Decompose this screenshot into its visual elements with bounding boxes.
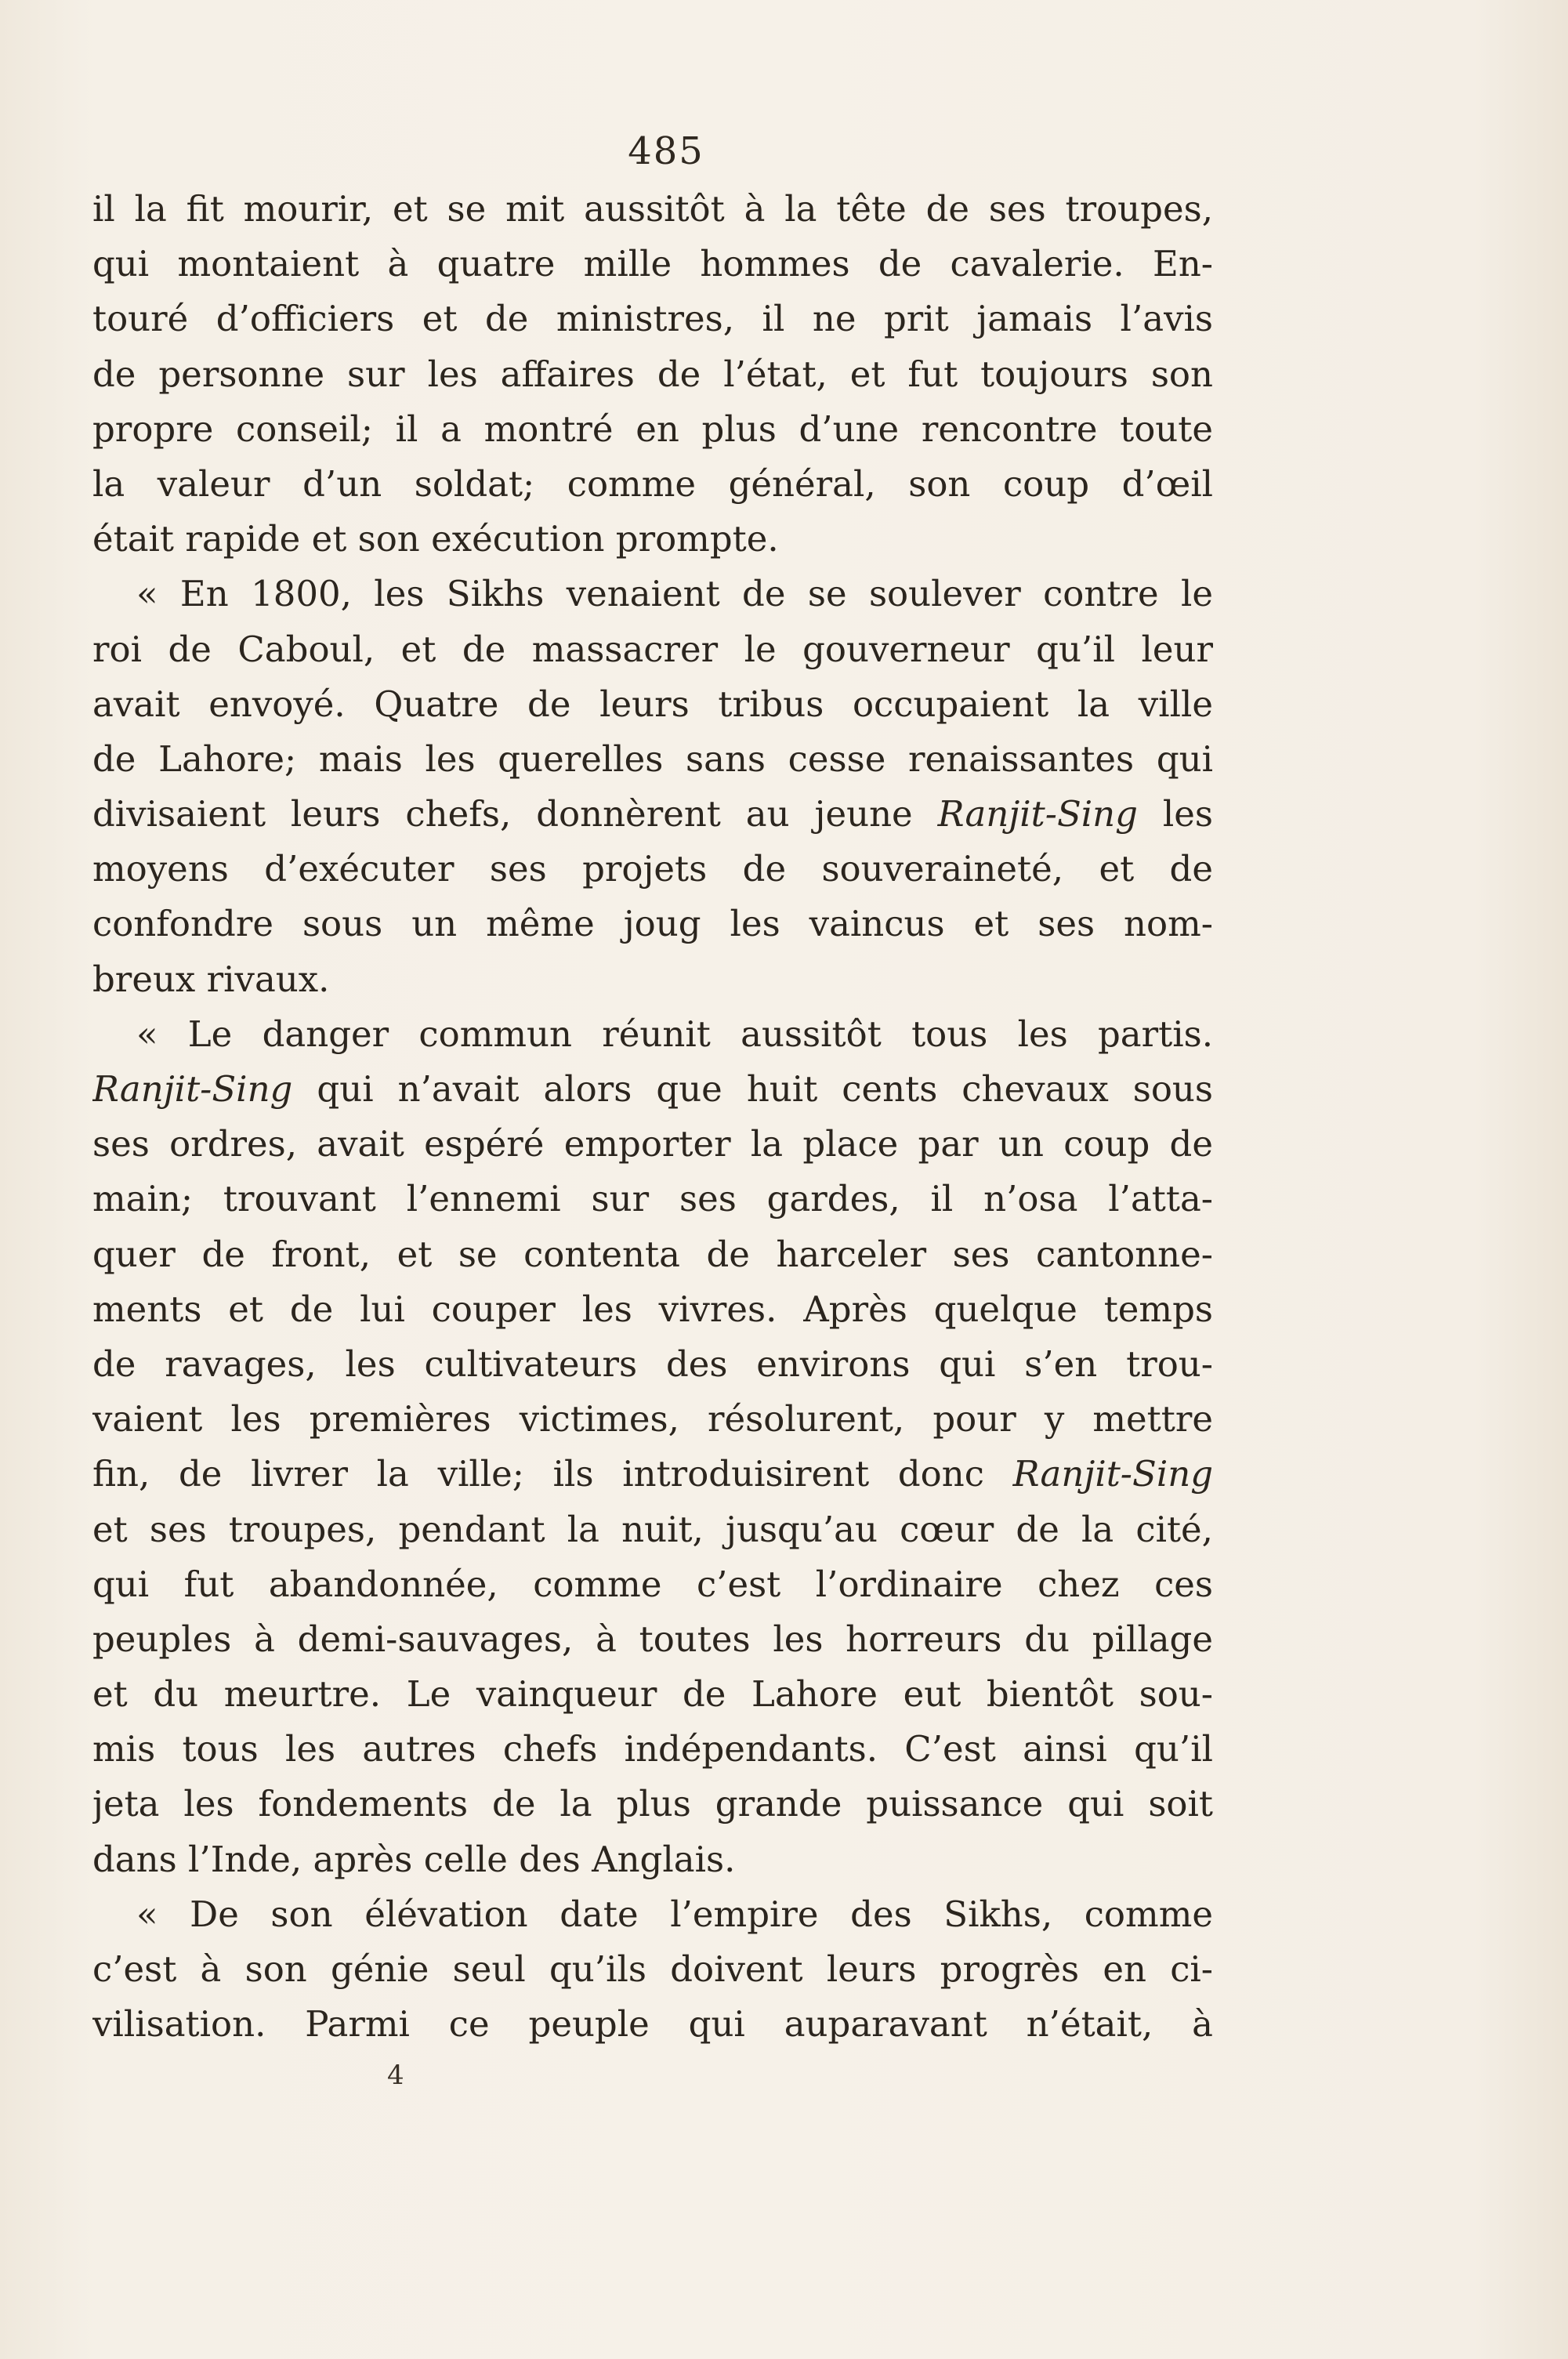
text-line: de ravages, les cultivateurs des environs qui s’en trou- xyxy=(92,1343,1213,1385)
text-segment: fin, de livrer la ville; ils introduisirent donc xyxy=(92,1453,984,1495)
text-line: et du meurtre. Le vainqueur de Lahore eut bientôt sou- xyxy=(92,1673,1213,1716)
text-line: était rapide et son exécution prompte. xyxy=(92,518,779,560)
text-line: qui fut abandonnée, comme c’est l’ordinaire chez ces xyxy=(92,1563,1213,1605)
text-line: c’est à son génie seul qu’ils doivent leurs progrès en ci- xyxy=(92,1948,1213,1990)
text-segment: qui n’avait alors que huit cents chevaux sous xyxy=(317,1068,1213,1110)
text-line-with-name xyxy=(92,1062,1213,1117)
text-line: de personne sur les affaires de l’état, et fut toujours son xyxy=(92,353,1213,395)
text-line: vilisation. Parmi ce peuple qui auparavant n’était, à xyxy=(92,2003,1213,2046)
text-line: et ses troupes, pendant la nuit, jusqu’au cœur de la cité, xyxy=(92,1508,1213,1550)
text-line: propre conseil; il a montré en plus d’une rencontre toute xyxy=(92,408,1213,450)
text-line: mis tous les autres chefs indépendants. C’est ainsi qu’il xyxy=(92,1728,1213,1770)
text-line: « Le danger commun réunit aussitôt tous les partis. xyxy=(136,1013,1213,1055)
text-line: ments et de lui couper les vivres. Après quelque temps xyxy=(92,1288,1213,1330)
body-text xyxy=(92,182,1213,2052)
person-name: Ranjit-Sing xyxy=(937,793,1138,835)
text-line: breux rivaux. xyxy=(92,958,330,1000)
text-segment: divisaient leurs chefs, donnèrent au jeune xyxy=(92,793,913,835)
text-line: peuples à demi-sauvages, à toutes les horreurs du pillage xyxy=(92,1618,1213,1660)
text-line: confondre sous un même joug les vaincus et ses nom- xyxy=(92,903,1213,945)
signature-mark: 4 xyxy=(387,2060,404,2091)
text-line-with-name xyxy=(92,1447,1213,1502)
text-line: touré d’officiers et de ministres, il ne prit jamais l’avis xyxy=(92,298,1213,340)
text-segment: les xyxy=(1162,793,1213,835)
text-line: de Lahore; mais les querelles sans cesse renaissantes qui xyxy=(92,737,1213,780)
text-line: moyens d’exécuter ses projets de souveraineté, et de xyxy=(92,848,1213,890)
text-line: « De son élévation date l’empire des Sikhs, comme xyxy=(136,1893,1213,1935)
text-line: ses ordres, avait espéré emporter la place par un coup de xyxy=(92,1123,1213,1165)
text-line: vaient les premières victimes, résolurent, pour y mettre xyxy=(92,1398,1213,1440)
text-line: la valeur d’un soldat; comme général, son coup d’œil xyxy=(92,462,1213,505)
person-name: Ranjit-Sing xyxy=(92,1068,293,1110)
text-line: quer de front, et se contenta de harceler ses cantonne- xyxy=(92,1233,1213,1275)
text-line: roi de Caboul, et de massacrer le gouverneur qu’il leur xyxy=(92,628,1213,670)
text-line: avait envoyé. Quatre de leurs tribus occupaient la ville xyxy=(92,683,1213,725)
text-line: « En 1800, les Sikhs venaient de se soulever contre le xyxy=(136,573,1213,615)
text-line-with-name xyxy=(92,787,1213,842)
text-line: main; trouvant l’ennemi sur ses gardes, il n’osa l’atta- xyxy=(92,1178,1213,1220)
page-number: 485 xyxy=(628,129,704,173)
text-line: jeta les fondements de la plus grande puissance qui soit xyxy=(92,1783,1213,1825)
text-line: dans l’Inde, après celle des Anglais. xyxy=(92,1838,736,1880)
text-line: qui montaient à quatre mille hommes de cavalerie. En- xyxy=(92,243,1213,285)
person-name: Ranjit-Sing xyxy=(1012,1453,1213,1495)
text-line: il la fit mourir, et se mit aussitôt à la tête de ses troupes, xyxy=(92,188,1213,230)
